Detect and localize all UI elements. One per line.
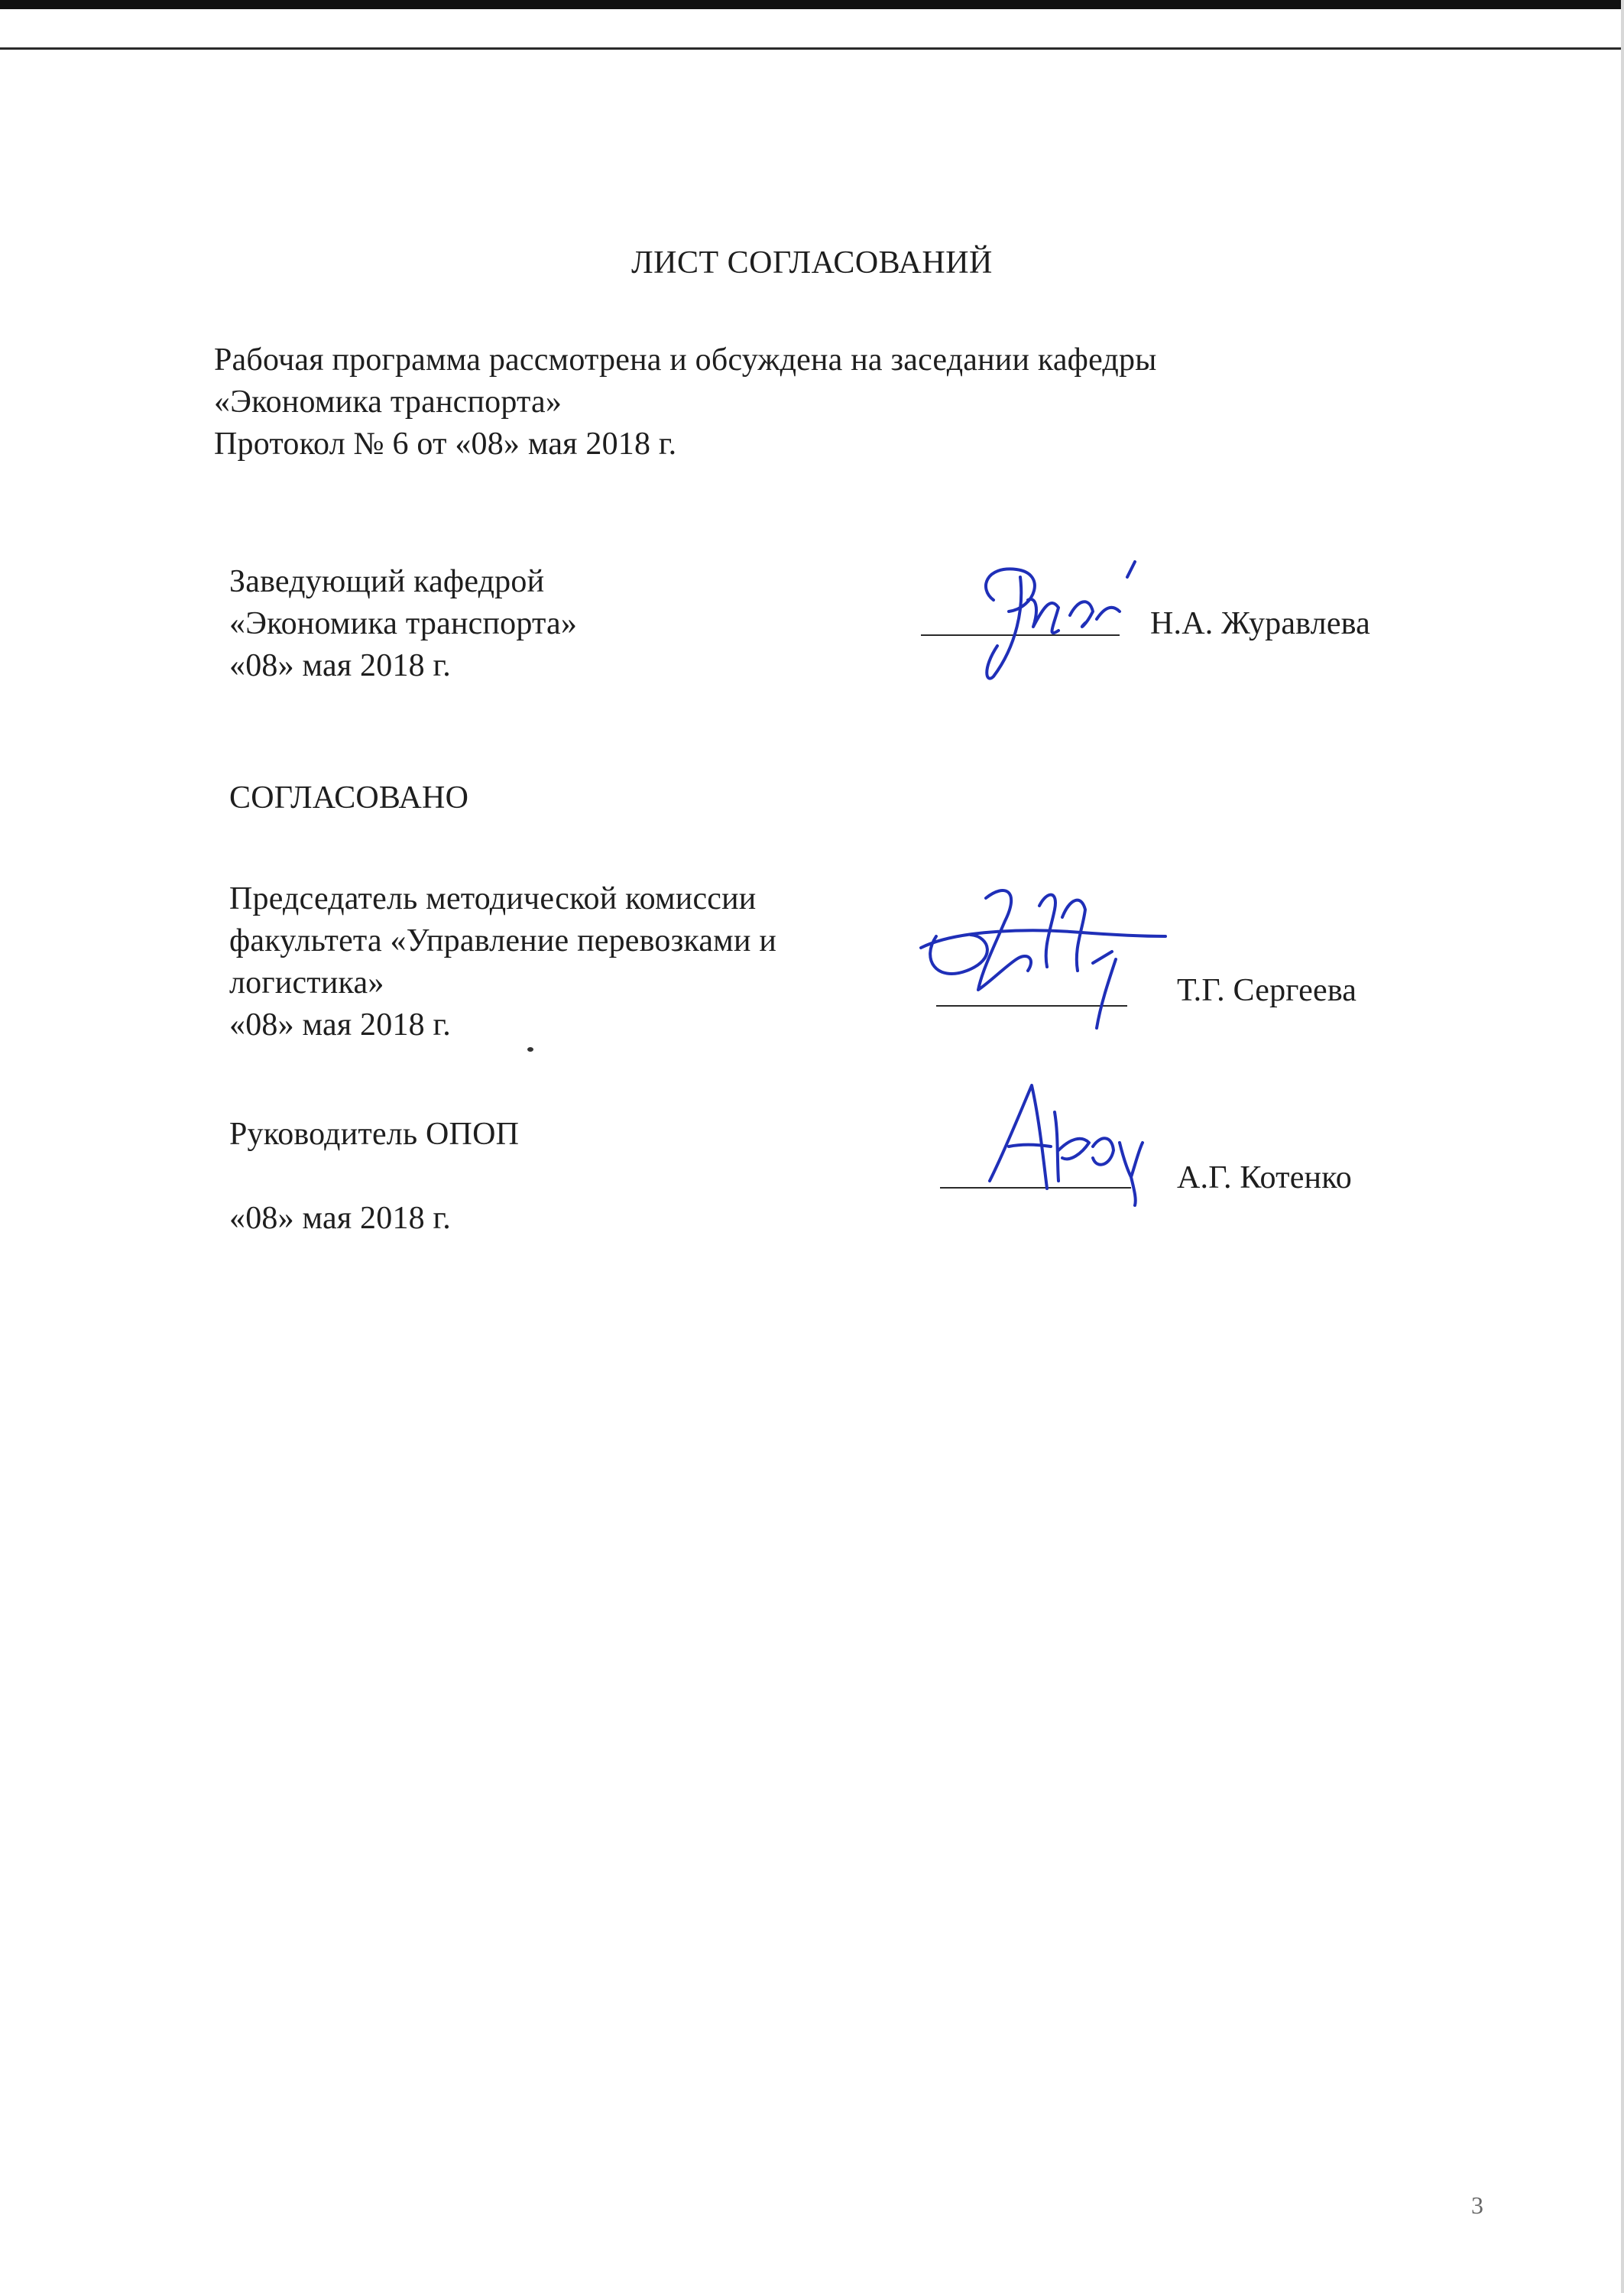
chair-position-line-2: факультета «Управление перевозками и [229, 923, 777, 958]
chair-name: Т.Г. Сергеева [1177, 973, 1357, 1008]
page-number: 3 [1471, 2191, 1483, 2219]
head-position-line-1: Заведующий кафедрой [229, 564, 545, 599]
intro-line-2: «Экономика транспорта» [214, 384, 562, 420]
program-head-name: А.Г. Котенко [1177, 1160, 1352, 1195]
scan-right-edge [1621, 0, 1624, 2293]
head-position-line-2: «Экономика транспорта» [229, 606, 578, 641]
document-title: ЛИСТ СОГЛАСОВАНИЙ [631, 245, 993, 281]
protocol-line: Протокол № 6 от «08» мая 2018 г. [214, 426, 677, 462]
intro-line-1: Рабочая программа рассмотрена и обсуждена на заседании кафедры [214, 342, 1157, 378]
head-name: Н.А. Журавлева [1150, 606, 1370, 641]
program-head-position: Руководитель ОПОП [229, 1117, 520, 1152]
chair-date: «08» мая 2018 г. [229, 1007, 451, 1043]
head-date: «08» мая 2018 г. [229, 648, 451, 683]
chair-position-line-3: логистика» [229, 965, 384, 1001]
signature-chair [913, 875, 1188, 1036]
scan-top-edge [0, 0, 1624, 9]
scan-top-line [0, 47, 1624, 50]
program-head-date: «08» мая 2018 г. [229, 1201, 451, 1236]
scan-speck [527, 1047, 533, 1052]
signature-head [963, 554, 1154, 684]
signature-program-head [974, 1074, 1158, 1208]
approved-label: СОГЛАСОВАНО [229, 780, 469, 816]
chair-position-line-1: Председатель методической комиссии [229, 881, 757, 916]
